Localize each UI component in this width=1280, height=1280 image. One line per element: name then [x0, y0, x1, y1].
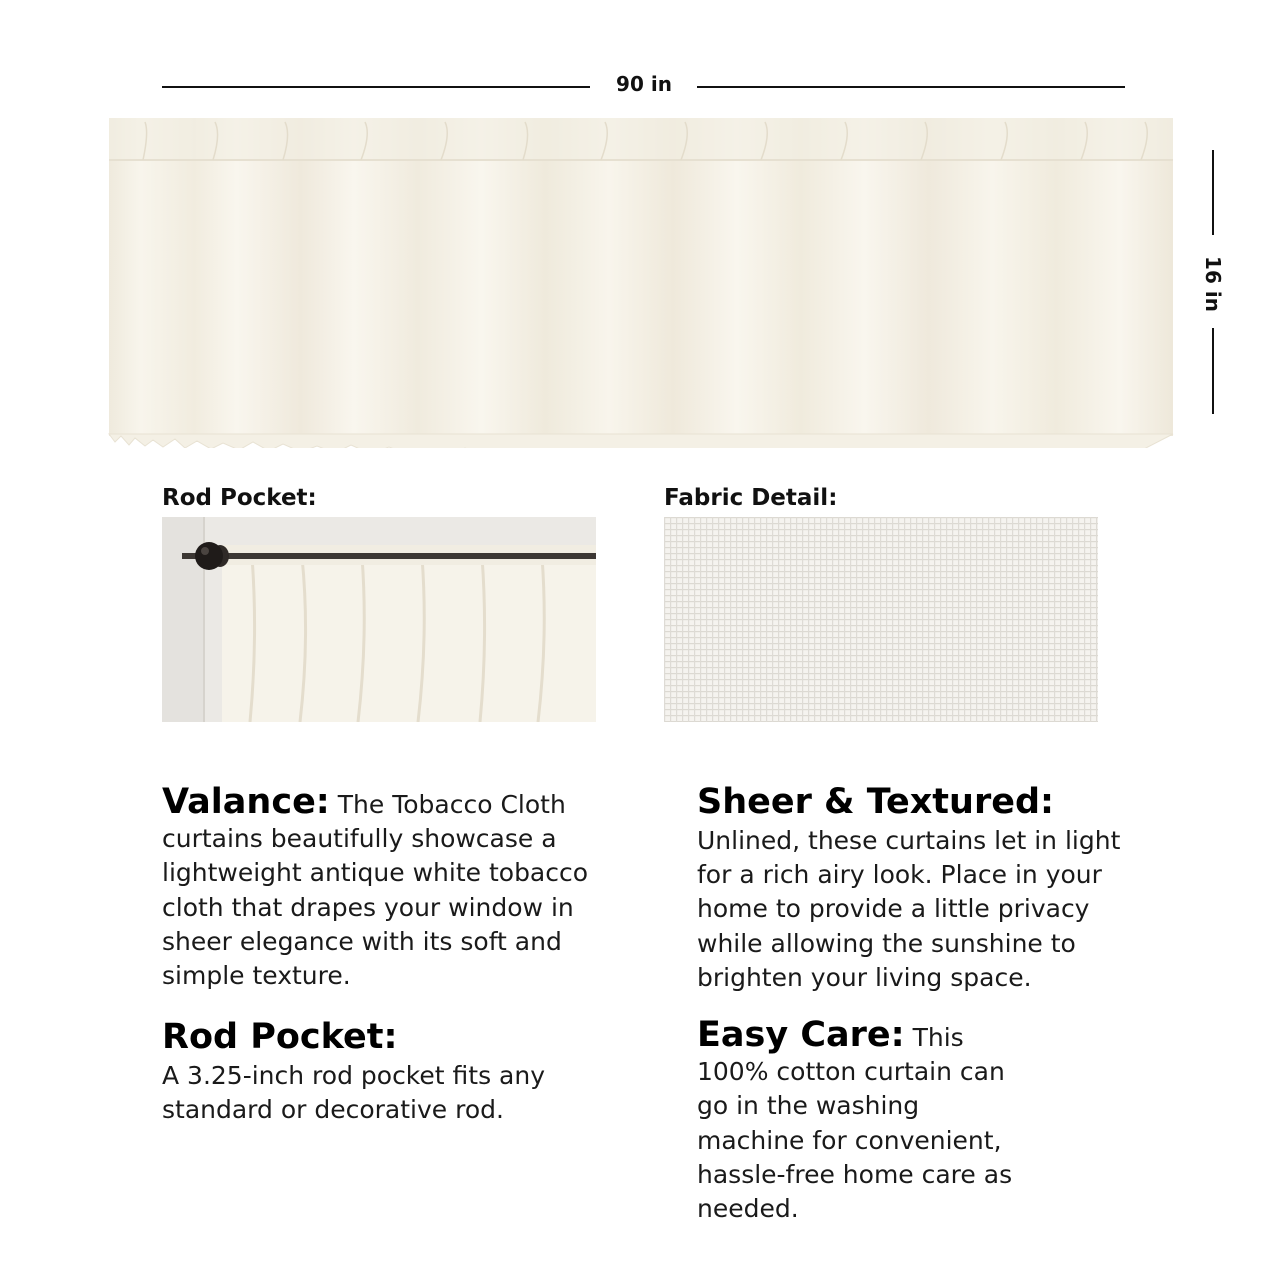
height-dimension-line-bottom	[1212, 328, 1214, 414]
valance-feature-text: The Tobacco Cloth curtains beautifully showcase a lightweight antique white tobacco cloth that drapes your window in sheer elegance with its soft and simple texture.	[162, 790, 589, 991]
valance-feature	[162, 782, 602, 993]
rod-pocket-photo	[162, 517, 596, 722]
rod-pocket-feature	[162, 1015, 602, 1127]
valance-feature-heading: Valance:	[162, 782, 330, 822]
easy-care-feature-text: This 100% cotton curtain can go in the washing machine for convenient, hassle-free home care as needed.	[697, 1023, 1013, 1224]
height-dimension-label: 16 in	[1201, 256, 1225, 312]
sheer-textured-feature-heading: Sheer & Textured:	[697, 782, 1054, 822]
fabric-detail-label: Fabric Detail:	[664, 485, 838, 511]
rod-pocket-detail-label: Rod Pocket:	[162, 485, 317, 511]
width-dimension-label: 90 in	[616, 72, 672, 96]
width-dimension-line-right	[697, 86, 1125, 88]
sheer-textured-feature-text: Unlined, these curtains let in light for a rich airy look. Place in your home to provide a little privacy while allowing the sunshine to brighten your living space.	[697, 826, 1121, 992]
height-dimension-line-top	[1212, 150, 1214, 235]
rod-pocket-feature-heading: Rod Pocket:	[162, 1017, 398, 1057]
width-dimension-line-left	[162, 86, 590, 88]
easy-care-feature	[697, 1015, 1027, 1226]
valance-product-image	[105, 112, 1177, 448]
rod-pocket-feature-text: A 3.25-inch rod pocket fits any standard or decorative rod.	[162, 1061, 546, 1125]
easy-care-feature-heading: Easy Care:	[697, 1015, 905, 1055]
sheer-textured-feature	[697, 780, 1127, 995]
fabric-detail-photo	[664, 517, 1098, 722]
